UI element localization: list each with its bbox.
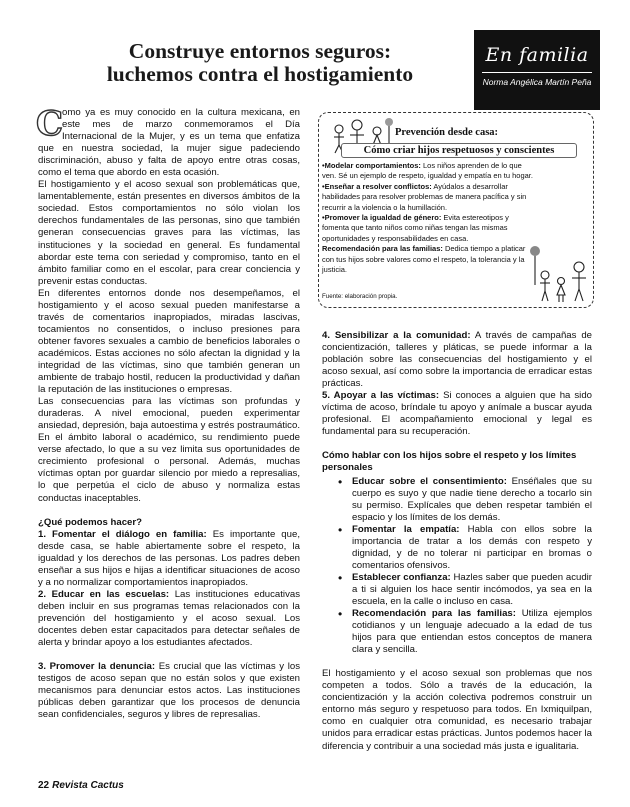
box-item: [322, 244, 536, 275]
tip-lead: Educar sobre el consentimiento:: [352, 475, 507, 487]
spacer: [322, 438, 592, 450]
paragraph: En diferentes entornos donde nos desempeñamos, el hostigamiento y el acoso sexual pueden manifestarse a través de comentarios inapropiados, miradas lascivas, tocamientos no consentidos, o incluso presiones para obtener favores sexuales a cambio de beneficios laborales o académicos. Estas acciones no sólo afectan la dignidad y la integridad de las víctimas, sino que también generan un ambiente de trabajo hostil, reducen la productividad y dañan la reputación de las instituciones o empresas.: [38, 287, 300, 396]
item-lead: 1. Fomentar el diálogo en familia:: [38, 528, 207, 540]
tips-list: [352, 476, 592, 657]
tips-box: [318, 112, 594, 308]
tip-text: Enséñales que su cuerpo es suyo y que nadie tiene derecho a tocarlo sin su permiso. Explícales que deben respetar también el espacio y los límites de los demás.: [352, 475, 592, 523]
box-item-text: Evita estereotipos y fomenta que tanto niños como niñas tengan las mismas oportunidades y responsabilidades en casa.: [322, 213, 509, 243]
drop-cap: C: [36, 104, 64, 144]
tip-item: [352, 524, 592, 572]
item-text: Las instituciones educativas deben incluir en sus programas temas relacionados con la prevención del hostigamiento y el acoso sexual. Los docentes deben estar capacitados para detectar señales de alerta y brindar apoyo a los estudiantes afectados.: [38, 588, 300, 649]
item-lead: 5. Apoyar a las víctimas:: [322, 390, 440, 402]
magazine-name: Revista Cactus: [52, 780, 124, 791]
item-lead: 3. Promover la denuncia:: [38, 661, 156, 673]
box-item-lead: •Enseñar a resolver conflictos:: [322, 181, 432, 191]
tip-text: Hazles saber que pueden acudir a ti si alguien los hace sentir incómodos, ya sea en la escuela, en la calle o incluso en casa.: [352, 571, 592, 607]
author-name: Norma Angélica Martín Peña: [482, 77, 592, 87]
paragraph: Las consecuencias para las víctimas son profundas y duraderas. A nivel emocional, pueden experimentar ansiedad, depresión, baja autoestima y estrés postraumático. En el ámbito laboral o académico, su rendimiento puede verse afectado, lo que a su vez limita sus oportunidades de crecimiento profesional o personal. Además, muchas víctimas optan por guardar silencio por miedo a represalias, lo que perpetúa el ciclo de abuso y normaliza estas conductas inaceptables.: [38, 396, 300, 504]
intro-paragraph: [36, 104, 300, 179]
tip-item: [352, 572, 592, 608]
tip-text: Utiliza ejemplos cotidianos y un lenguaje adecuado a la edad de tus hijos para que entiendan estos conceptos de manera clara y sencilla.: [352, 608, 592, 656]
tip-lead: Establecer confianza:: [352, 571, 451, 583]
section-name: En familia: [485, 44, 589, 66]
section-heading: Cómo hablar con los hijos sobre el respeto y los límites personales: [322, 450, 577, 474]
spacer: [322, 656, 592, 668]
family-illustration-right: [527, 245, 591, 307]
list-item: [38, 661, 300, 721]
item-lead: 4. Sensibilizar a la comunidad:: [322, 330, 471, 341]
box-item-lead: •Modelar comportamientos:: [322, 161, 421, 170]
list-item: [322, 330, 592, 390]
closing-paragraph: El hostigamiento y el acoso sexual son problemas que nos competen a todos. Sólo a través de la educación, la concientización y la acción colectiva podremos construir un entorno más seguro y respetuoso para todos. En Ixmiquilpan, como en cualquier otra comunidad, es necesario trabajar unidos para erradicar estas prácticas. Juntos podemos hacer la diferencia y contribuir a una sociedad más justa e igualitaria.: [322, 668, 592, 752]
box-item: [322, 213, 536, 244]
box-title: Prevención desde casa:: [395, 127, 499, 138]
intro-text: omo ya es muy conocido en la cultura mexicana, en este mes de marzo conmemoramos el Día Internacional de la Mujer, y es un tema que enfatiza que en nuestra sociedad, la mujer sigue padeciendo discriminación, abuso y falta de apoyo entre otras cosas, como el tema que abordo en esta ocasión.: [38, 107, 300, 179]
item-text: Si conoces a alguien que ha sido víctima de acoso, bríndale tu apoyo y anímale a buscar ayuda profesional. El acompañamiento emocional y legal es fundamental para su recuperación.: [322, 390, 592, 438]
tip-text: Habla con ellos sobre la importancia de tratar a los demás con respeto y dignidad, y de no tolerar ni participar en bromas o comentarios ofensivos.: [352, 523, 592, 571]
tip-lead: Fomentar la empatía:: [352, 523, 460, 535]
article-title: [70, 40, 450, 86]
box-item-text: Ayúdalos a desarrollar habilidades para resolver problemas de manera pacífica y sin recurrir a la violencia o la humillación.: [322, 181, 527, 212]
left-column: [36, 104, 300, 721]
paragraph: El hostigamiento y el acoso sexual son problemáticas que, lamentablemente, están presentes en diversos ámbitos de la sociedad. Estos comportamientos no sólo violan los derechos fundamentales de las personas, sino que también generan consecuencias graves para las víctimas, las instituciones y la sociedad en general. Es fundamental abordar este tema con seriedad y compromiso, tanto en el ámbito familiar como en el escolar, para crear conciencia y prevenir estas conductas.: [38, 179, 300, 287]
box-item-lead: Recomendación para las familias:: [322, 244, 443, 254]
list-item: [38, 589, 300, 649]
tip-item: [352, 476, 592, 524]
page-number: 22: [38, 780, 50, 791]
right-column: [322, 330, 592, 753]
item-text: A través de campañas de concientización, talleres y pláticas, se puede informar a la población sobre las consecuencias del hostigamiento y el acoso sexual, así como sobre la importancia de erradicar estas prácticas.: [322, 330, 592, 390]
spacer: [38, 505, 300, 517]
box-source: Fuente: elaboración propia.: [322, 293, 398, 300]
item-text: Es crucial que las víctimas y los testigos de acoso sepan que no están solos y que existen mecanismos para denunciar estos actos. Las instituciones públicas deben garantizar que los procesos de denuncia sean confidenciales, seguros y libres de represalias.: [38, 661, 300, 721]
tip-item: [352, 608, 592, 656]
item-lead: 2. Educar en las escuelas:: [38, 588, 170, 600]
title-line-2: luchemos contra el hostigamiento: [106, 62, 414, 86]
box-item: [322, 161, 536, 182]
box-item-lead: •Promover la igualdad de género:: [322, 213, 442, 223]
box-item: [322, 182, 536, 213]
box-body: [322, 161, 536, 275]
section-heading: ¿Qué podemos hacer?: [38, 516, 142, 528]
box-item-text: Los niños aprenden de lo que ven. Sé un ejemplo de respeto, igualdad y empatía en tu hogar.: [322, 161, 533, 181]
section-divider: [482, 72, 592, 73]
box-item-text: Dedica tiempo a platicar con tus hijos sobre valores como el respeto, la tolerancia y la justicia.: [322, 244, 526, 275]
item-text: Es importante que, desde casa, se hable abiertamente sobre el respeto, la igualdad y los derechos de las personas. Los padres deben enseñar a sus hijos e hijas a identificar situaciones de acoso y a no normalizar comportamientos inapropiados.: [38, 528, 300, 588]
list-item: [38, 529, 300, 589]
box-subtitle: Cómo criar hijos respetuosos y conscientes: [341, 143, 577, 158]
tip-lead: Recomendación para las familias:: [352, 608, 516, 620]
list-item: [322, 390, 592, 438]
page-footer: [38, 780, 124, 791]
section-badge: [474, 30, 600, 110]
title-line-1: Construye entornos seguros:: [128, 39, 392, 63]
spacer: [38, 649, 300, 661]
